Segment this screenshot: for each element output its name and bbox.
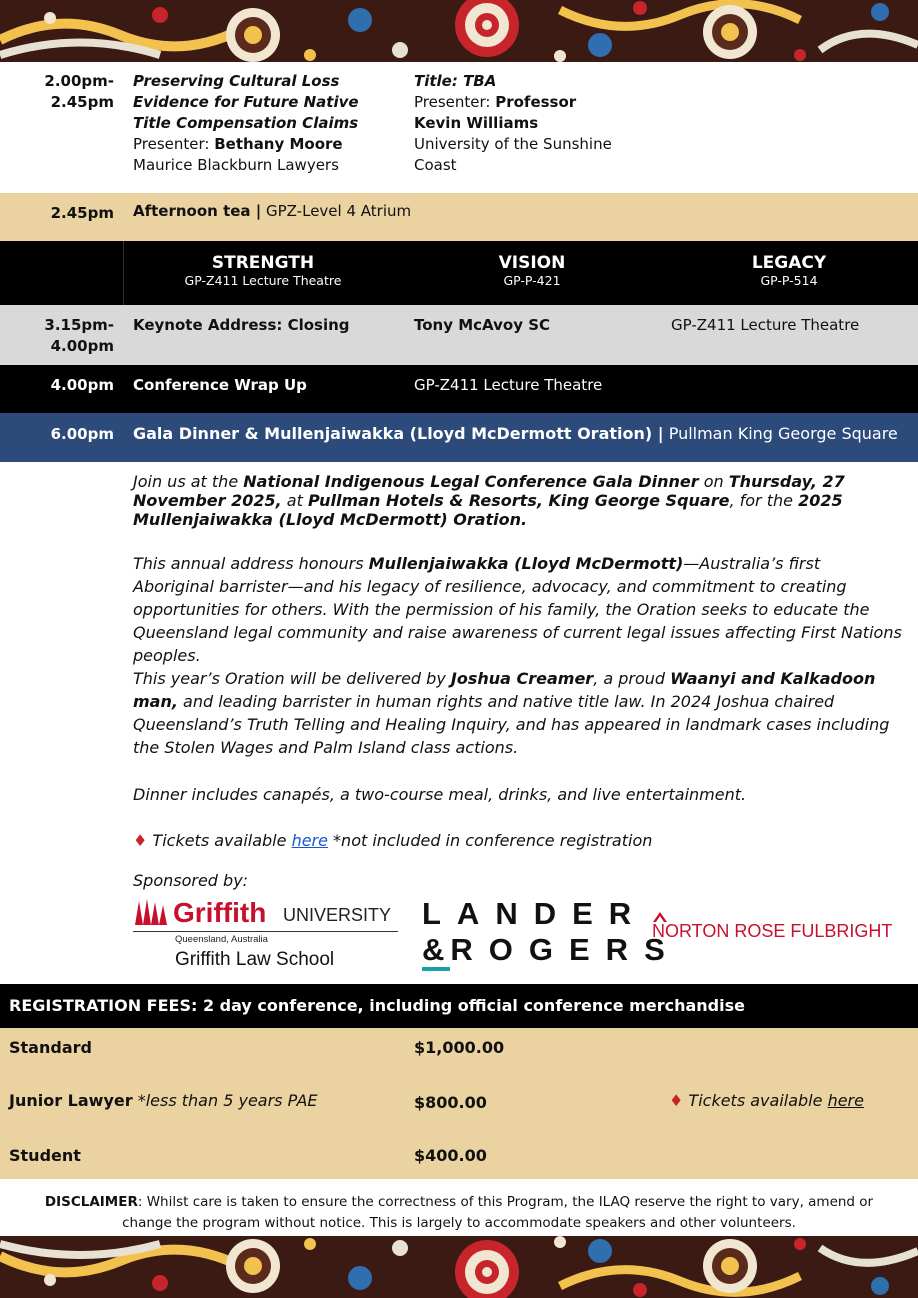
gala-row: [0, 413, 918, 462]
wrap-title: Conference Wrap Up: [133, 376, 307, 394]
gala-title: Gala Dinner & Mullenjaiwakka (Lloyd McDermott Oration) |: [133, 424, 664, 443]
streams-header: [0, 241, 918, 305]
presenter-label: Presenter:: [133, 135, 215, 153]
rogers-line: [422, 932, 681, 968]
registration-title: REGISTRATION FEES: 2 day conference, including official conference merchandise: [9, 996, 745, 1015]
gala-paragraph-4: Dinner includes canapés, a two-course meal, drinks, and live entertainment.: [133, 785, 747, 804]
griffith-place: Queensland, Australia: [175, 934, 268, 945]
gala-tickets-line: [133, 829, 903, 852]
lander-text: LANDER: [422, 896, 648, 931]
gala-tickets-link[interactable]: here: [291, 831, 328, 850]
stream-strength: [133, 253, 393, 289]
gala-text: [133, 423, 898, 444]
disclaimer-text: : Whilst care is taken to ensure the correctness of this Program, the ILAQ reserve the right to vary, amend or change the program without notice. This is largely to accommodate speakers and other volunteers.: [122, 1194, 874, 1231]
gala-paragraph-1: [133, 472, 903, 529]
table-row: [0, 1038, 918, 1068]
text: This year’s Oration will be delivered by: [133, 669, 451, 688]
stream-vision: [432, 253, 632, 289]
presenter-label: Presenter:: [414, 93, 496, 111]
gala-paragraph-2: [133, 552, 903, 667]
keynote-title: Keynote Address: Closing: [133, 316, 350, 334]
gala-time: 6.00pm: [50, 425, 114, 443]
text: Tickets available: [683, 1091, 828, 1110]
text-bold: Pullman Hotels & Resorts, King George Square: [307, 491, 730, 510]
gala-venue: Pullman King George Square: [663, 424, 898, 443]
divider: [123, 241, 124, 305]
text: , for the: [729, 491, 799, 510]
text: *not included in conference registration: [327, 831, 653, 850]
griffith-logo: [133, 895, 399, 975]
session-title: Preserving Cultural Loss Evidence for Future Native Title Compensation Claims: [133, 72, 359, 132]
session-presenter: [133, 134, 398, 155]
aboriginal-dot-art-pattern: [0, 0, 918, 62]
table-row: [0, 1146, 918, 1176]
text-bold: Waanyi and Kalkadoon man,: [133, 669, 876, 711]
streams-corner: [0, 241, 123, 305]
text: on: [698, 472, 729, 491]
griffith-school: Griffith Law School: [175, 949, 335, 970]
gala-paragraph-3: [133, 667, 903, 759]
fee-label-text: Junior Lawyer: [9, 1091, 133, 1110]
fee-label: Student: [9, 1146, 81, 1165]
aboriginal-dot-art-pattern: [0, 1236, 918, 1298]
fee-note: *less than 5 years PAE: [132, 1091, 318, 1110]
ampersand: &: [422, 932, 450, 971]
session-presenter: [414, 92, 624, 134]
ticket-icon: ♦: [669, 1091, 684, 1110]
keynote-speaker: Tony McAvoy SC: [414, 316, 551, 334]
stream-room: GP-P-421: [503, 273, 561, 288]
text-bold: Thursday, 27 November 2025,: [133, 472, 845, 510]
fee-label: Standard: [9, 1038, 92, 1057]
registration-table: [0, 1028, 918, 1179]
stream-name: LEGACY: [751, 253, 827, 273]
norton-rose-fulbright-logo: [652, 910, 902, 950]
tea-label: Afternoon tea |: [133, 202, 262, 220]
text-bold: 2025 Mullenjaiwakka (Lloyd McDermott) Oration.: [133, 491, 843, 529]
wrap-up-row: [0, 365, 918, 413]
stream-room: GP-P-514: [760, 273, 818, 288]
registration-header: [0, 984, 918, 1028]
session-col2: [414, 71, 624, 176]
keynote-room: GP-Z411 Lecture Theatre: [671, 316, 860, 334]
tea-text: [133, 201, 411, 222]
text: —Australia’s first Aboriginal barrister—and his legacy of resilience, advocacy, and commitment to creating opportunities for others. With the permission of his family, the Oration seeks to educate the Queensland legal community and raise awareness of current legal issues affecting First Nations peoples.: [133, 554, 902, 665]
session-title: Title: TBA: [414, 72, 497, 90]
bottom-artwork-band: [0, 1236, 918, 1298]
tea-location: GPZ-Level 4 Atrium: [261, 202, 412, 220]
keynote-row: [0, 305, 918, 365]
fee-amount: $800.00: [414, 1093, 487, 1112]
lander-rogers-logo: [422, 896, 681, 968]
presenter-name: Professor Kevin Williams: [414, 93, 577, 132]
session-col1: [133, 71, 398, 176]
wrap-time: 4.00pm: [50, 376, 114, 394]
ticket-icon: ♦: [133, 831, 148, 850]
top-artwork-band: [0, 0, 918, 62]
text: and leading barrister in human rights and native title law. In 2024 Joshua chaired Queensland’s Truth Telling and Healing Inquiry, and has appeared in landmark cases including the Stolen Wages and Palm Island class actions.: [133, 692, 890, 757]
griffith-university-text: UNIVERSITY: [283, 905, 392, 925]
divider: [133, 931, 398, 932]
fee-label: [9, 1091, 318, 1110]
presenter-name: Bethany Moore: [214, 135, 343, 153]
session-time: 2.00pm- 2.45pm: [44, 72, 114, 111]
afternoon-tea-row: [0, 193, 918, 241]
text: This annual address honours: [133, 554, 369, 573]
griffith-wordmark: Griffith: [173, 897, 267, 928]
text: at: [281, 491, 308, 510]
stream-legacy: [689, 253, 889, 289]
fee-amount: $400.00: [414, 1146, 487, 1165]
stream-name: STRENGTH: [211, 253, 315, 273]
text: Join us at the: [133, 472, 244, 491]
stream-room: GP-Z411 Lecture Theatre: [184, 273, 342, 288]
stream-name: VISION: [498, 253, 566, 273]
sponsored-by-label: Sponsored by:: [133, 871, 249, 890]
griffith-flame-icon: [133, 897, 171, 927]
text: Tickets available: [147, 831, 292, 850]
session-row-200pm: [0, 62, 918, 193]
disclaimer: [30, 1192, 888, 1234]
registration-tickets: [669, 1091, 864, 1110]
text: , a proud: [593, 669, 671, 688]
fee-amount: $1,000.00: [414, 1038, 505, 1057]
session-org: University of the Sunshine Coast: [414, 135, 612, 174]
disclaimer-label: DISCLAIMER: [44, 1194, 138, 1210]
keynote-time: 3.15pm- 4.00pm: [44, 316, 114, 355]
table-row: [0, 1091, 918, 1121]
session-org: Maurice Blackburn Lawyers: [133, 156, 339, 174]
tea-time: 2.45pm: [50, 204, 114, 222]
wrap-room: GP-Z411 Lecture Theatre: [414, 376, 603, 394]
text-bold: National Indigenous Legal Conference Gala Dinner: [243, 472, 699, 491]
nrf-text: NORTON ROSE FULBRIGHT: [652, 921, 893, 941]
rogers-text: ROGERS: [450, 932, 681, 967]
text-bold: Mullenjaiwakka (Lloyd McDermott): [368, 554, 684, 573]
text-bold: Joshua Creamer: [450, 669, 594, 688]
registration-tickets-link[interactable]: here: [827, 1091, 864, 1110]
